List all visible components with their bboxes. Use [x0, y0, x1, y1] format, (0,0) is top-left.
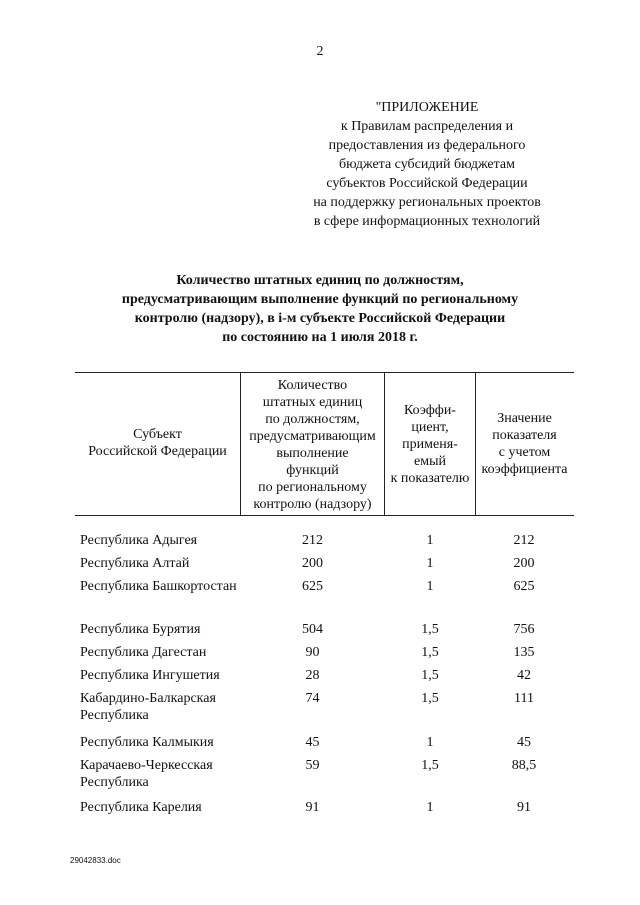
- value-cell: 88,5: [511, 758, 537, 773]
- title-line: контролю (надзору), в i-м субъекте Российской Федерации: [134, 311, 506, 326]
- region-cell: Карачаево-Черкесская Республика: [80, 758, 213, 790]
- header-line: контролю (надзору): [253, 497, 372, 512]
- value-cell: 200: [513, 556, 535, 571]
- title-line: Количество штатных единиц по должностям,: [176, 273, 464, 288]
- value-cell: 111: [514, 691, 534, 706]
- header-line: Значение: [497, 411, 552, 426]
- header-line: с учетом: [498, 445, 551, 460]
- header-line: циент,: [411, 420, 449, 435]
- region-cell: Республика Ингушетия: [80, 668, 220, 683]
- header-line: по региональному: [258, 480, 367, 495]
- value-cell: 212: [513, 533, 535, 548]
- appendix-line: на поддержку региональных проектов: [313, 195, 541, 210]
- page-number: 2: [316, 44, 324, 59]
- region-cell: Кабардино-Балкарская Республика: [80, 691, 216, 723]
- count-cell: 90: [305, 645, 320, 660]
- header-line: выполнение: [276, 446, 349, 461]
- header-line: к показателю: [390, 471, 470, 486]
- appendix-line: в сфере информационных технологий: [313, 214, 541, 229]
- region-cell: Республика Калмыкия: [80, 735, 214, 750]
- table-top-rule: [75, 372, 574, 373]
- coef-cell: 1,5: [421, 668, 439, 683]
- region-cell: Республика Алтай: [80, 556, 190, 571]
- appendix-block: [292, 98, 562, 231]
- appendix-line: к Правилам распределения и: [340, 119, 514, 134]
- title-line: по состоянию на 1 июля 2018 г.: [222, 330, 418, 345]
- region-cell: Республика Бурятия: [80, 622, 201, 637]
- region-cell: Республика Дагестан: [80, 645, 207, 660]
- value-cell: 625: [513, 579, 535, 594]
- coef-cell: 1,5: [421, 645, 439, 660]
- header-line: функций: [286, 463, 339, 478]
- header-line: штатных единиц: [262, 395, 363, 410]
- coef-cell: 1: [426, 556, 434, 571]
- header-line: Коэффи-: [404, 403, 456, 418]
- region-cell: Республика Карелия: [80, 800, 202, 815]
- count-cell: 91: [305, 800, 320, 815]
- region-cell: Республика Адыгея: [80, 533, 198, 548]
- count-cell: 212: [302, 533, 323, 548]
- coef-cell: 1,5: [421, 691, 439, 706]
- document-title: [40, 271, 600, 347]
- appendix-line: "ПРИЛОЖЕНИЕ: [375, 100, 479, 115]
- header-line: Российской Федерации: [88, 444, 227, 459]
- value-cell: 45: [517, 735, 531, 750]
- count-cell: 74: [305, 691, 320, 706]
- header-count: [240, 377, 385, 513]
- header-line: Количество: [277, 378, 348, 393]
- header-line: емый: [414, 454, 446, 469]
- header-line: показателя: [492, 428, 557, 443]
- value-cell: 42: [517, 668, 531, 683]
- appendix-line: субъектов Российской Федерации: [326, 176, 528, 191]
- header-region: [75, 426, 240, 460]
- count-cell: 200: [302, 556, 323, 571]
- coef-cell: 1: [426, 735, 434, 750]
- header-value: [475, 410, 574, 478]
- region-cell: Республика Башкортостан: [80, 579, 237, 594]
- coef-cell: 1,5: [421, 622, 439, 637]
- title-line: предусматривающим выполнение функций по региональному: [121, 292, 519, 307]
- header-line: Субъект: [133, 427, 182, 442]
- file-name-footer: 29042833.doc: [70, 856, 121, 865]
- count-cell: 59: [305, 758, 320, 773]
- count-cell: 625: [302, 579, 323, 594]
- coef-cell: 1,5: [421, 758, 439, 773]
- count-cell: 45: [305, 735, 320, 750]
- value-cell: 91: [517, 800, 531, 815]
- value-cell: 756: [513, 622, 535, 637]
- coef-cell: 1: [426, 533, 434, 548]
- header-line: применя-: [402, 437, 458, 452]
- header-line: по должностям,: [265, 412, 360, 427]
- table-header-bottom-rule: [75, 515, 574, 516]
- count-cell: 28: [305, 668, 320, 683]
- coef-cell: 1: [426, 579, 434, 594]
- header-line: коэффициента: [481, 462, 568, 477]
- value-cell: 135: [513, 645, 535, 660]
- coef-cell: 1: [426, 800, 434, 815]
- header-coef: [384, 402, 476, 487]
- count-cell: 504: [302, 622, 323, 637]
- appendix-line: предоставления из федерального: [328, 138, 526, 153]
- appendix-line: бюджета субсидий бюджетам: [338, 157, 516, 172]
- header-line: предусматривающим: [249, 429, 376, 444]
